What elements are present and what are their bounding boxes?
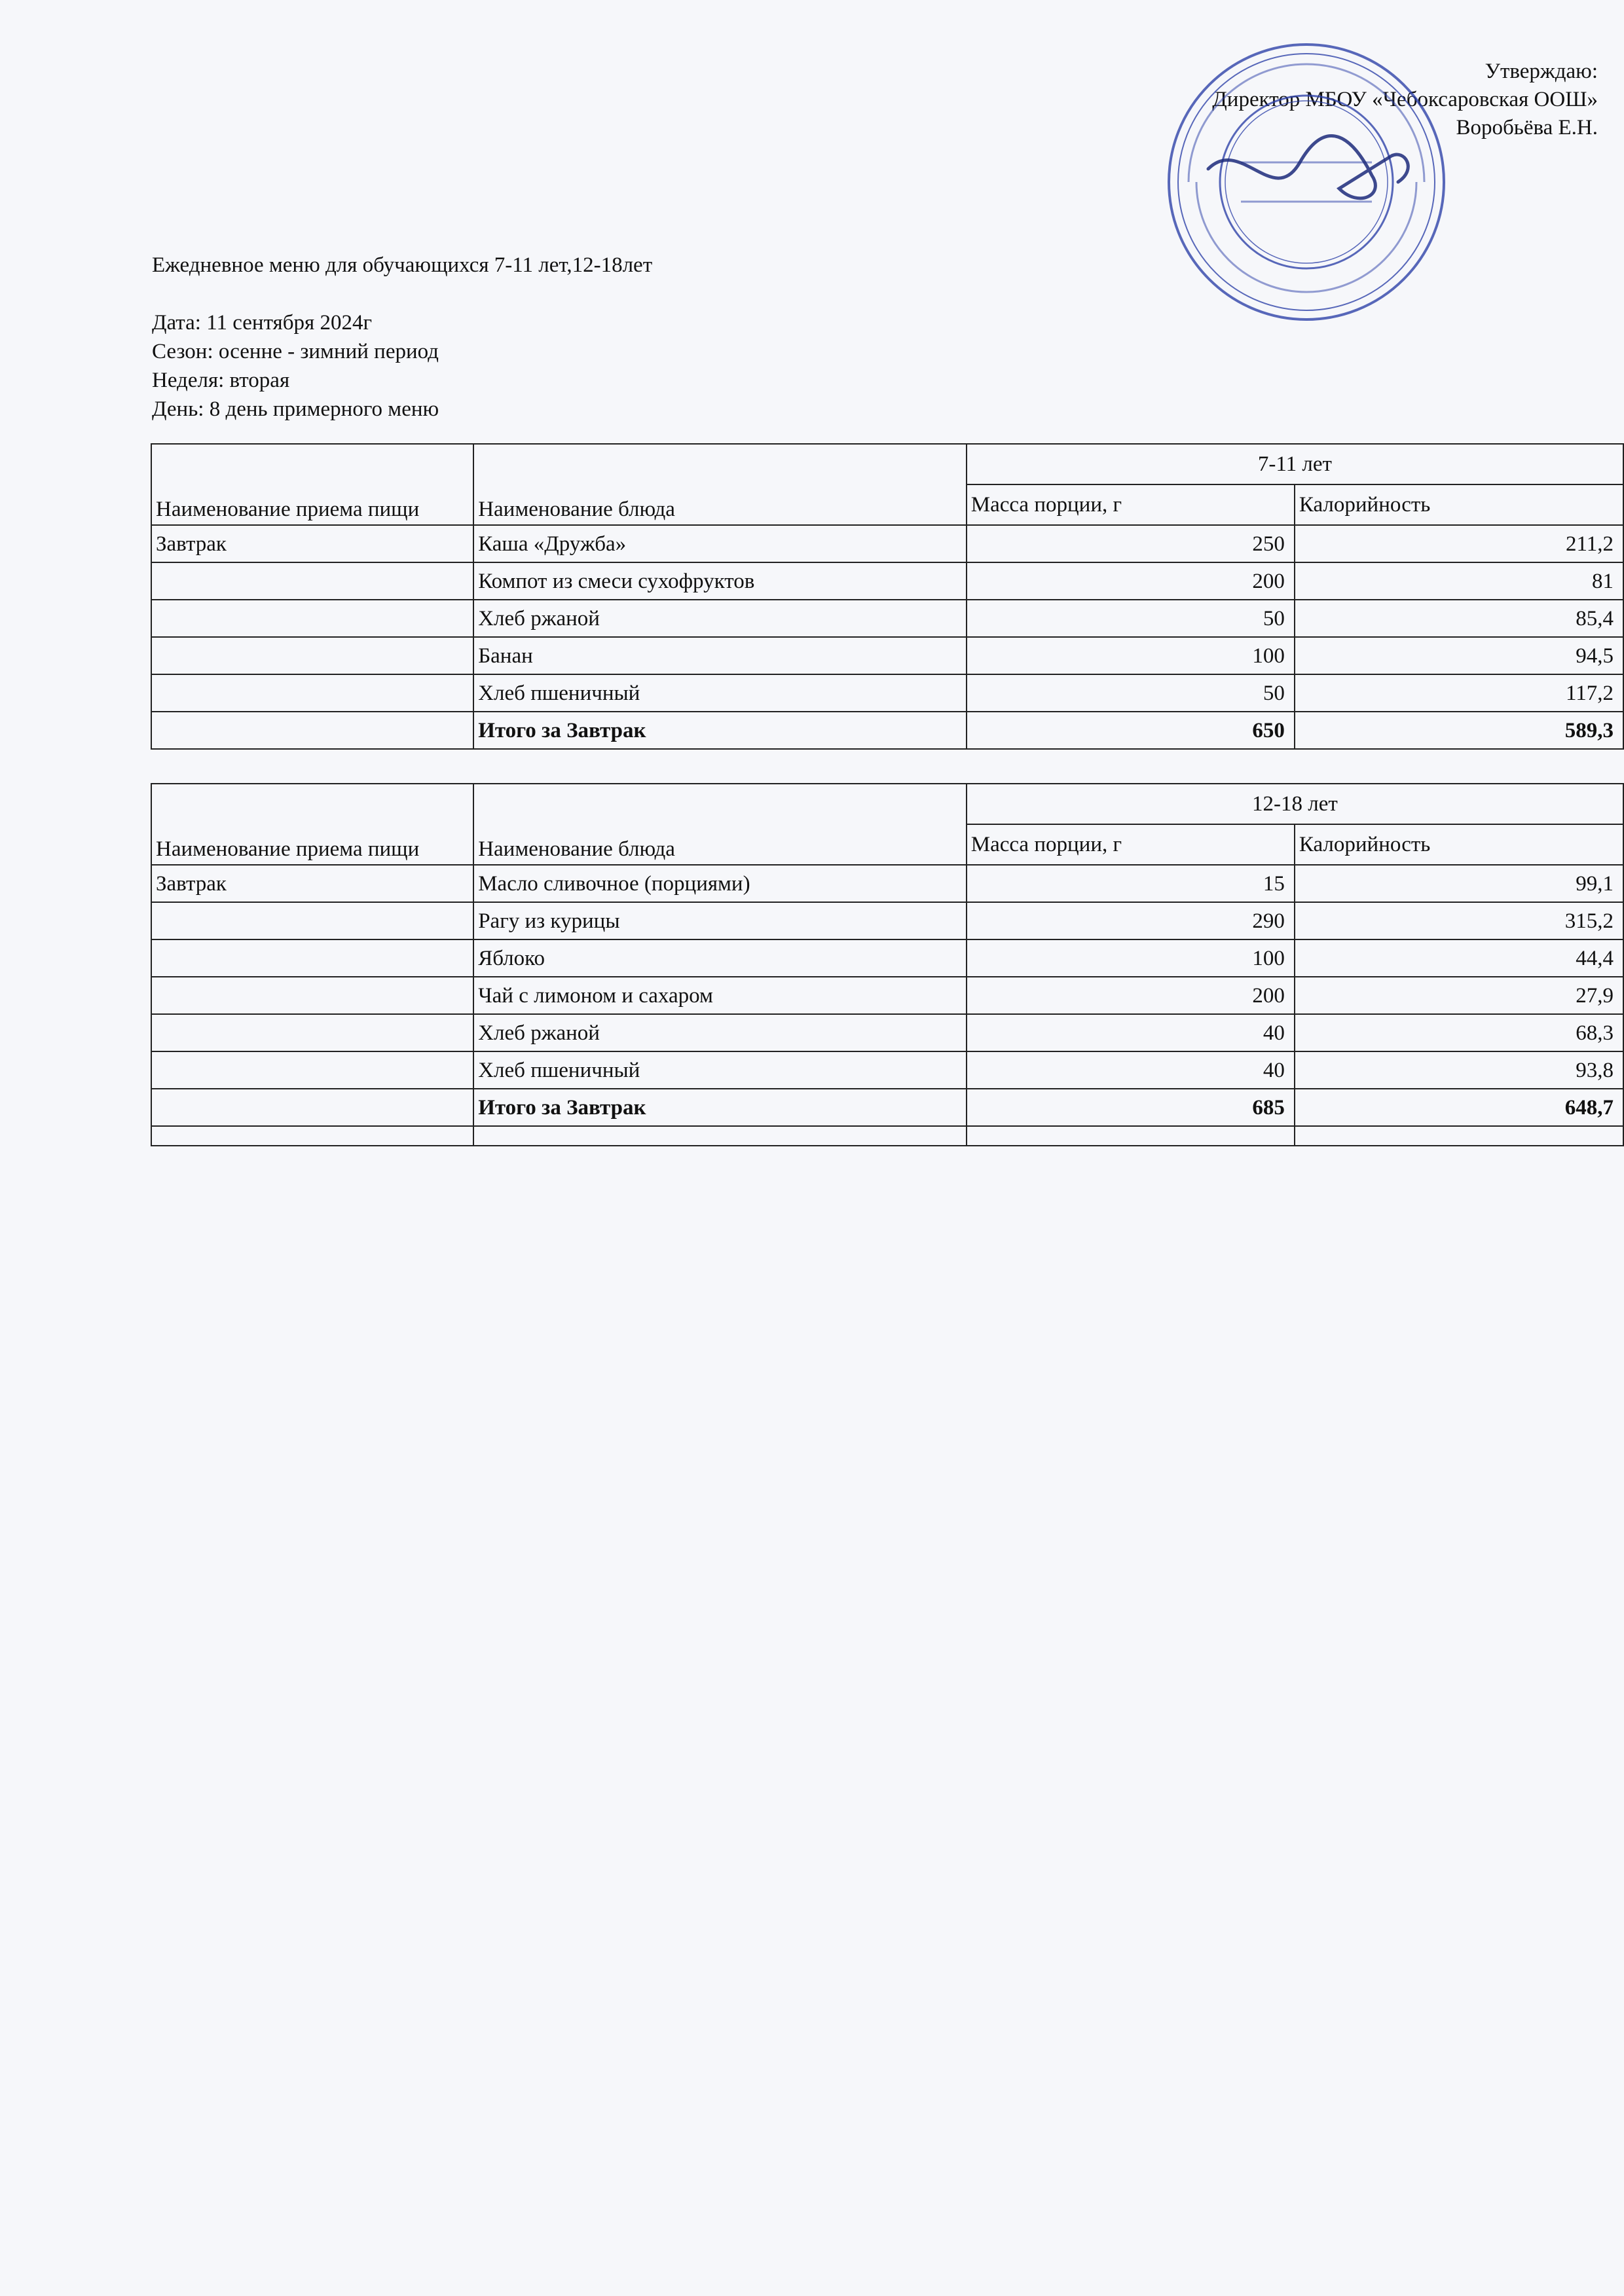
meal-cell [151, 1126, 473, 1146]
meal-cell [151, 902, 473, 939]
mass-cell: 50 [967, 600, 1295, 637]
table-row [151, 939, 1623, 977]
menu-date: Дата: 11 сентября 2024г [152, 311, 372, 335]
table-row [151, 1126, 1623, 1146]
calories-cell: 68,3 [1295, 1014, 1623, 1051]
dish-cell: Итого за Завтрак [473, 1089, 967, 1126]
meal-cell: Завтрак [151, 525, 473, 562]
calories-cell: 44,4 [1295, 939, 1623, 977]
meal-cell: Завтрак [151, 865, 473, 902]
table-row [151, 562, 1623, 600]
meal-cell [151, 562, 473, 600]
mass-column-header: Масса порции, г [967, 484, 1295, 525]
mass-cell [967, 1126, 1295, 1146]
table-row [151, 1014, 1623, 1051]
mass-cell: 685 [967, 1089, 1295, 1126]
dish-cell: Хлеб пшеничный [473, 674, 967, 712]
dish-cell [473, 1126, 967, 1146]
meal-cell [151, 600, 473, 637]
meal-cell [151, 977, 473, 1014]
calories-cell: 81 [1295, 562, 1623, 600]
calories-cell: 589,3 [1295, 712, 1623, 749]
calories-cell: 211,2 [1295, 525, 1623, 562]
meal-cell [151, 712, 473, 749]
menu-season: Сезон: осенне - зимний период [152, 340, 439, 363]
menu-day: День: 8 день примерного меню [152, 397, 439, 421]
mass-cell: 200 [967, 977, 1295, 1014]
calories-cell: 315,2 [1295, 902, 1623, 939]
table-row [151, 865, 1623, 902]
calories-cell: 93,8 [1295, 1051, 1623, 1089]
meal-column-header: Наименование приема пищи [151, 784, 473, 865]
mass-cell: 100 [967, 939, 1295, 977]
meal-cell [151, 1089, 473, 1126]
dish-cell: Яблоко [473, 939, 967, 977]
meal-cell [151, 637, 473, 674]
table-header-row [151, 784, 1623, 824]
signature-mark [1208, 136, 1408, 198]
approval-line-3: Воробьёва Е.Н. [1456, 116, 1598, 139]
approval-line-1: Утверждаю: [1485, 60, 1598, 83]
dish-cell: Чай с лимоном и сахаром [473, 977, 967, 1014]
menu-week: Неделя: вторая [152, 369, 290, 392]
school-stamp-seal [1162, 38, 1450, 326]
menu-table-7-11 [151, 443, 1624, 750]
dish-column-header: Наименование блюда [473, 444, 967, 525]
calories-cell: 99,1 [1295, 865, 1623, 902]
calories-column-header: Калорийность [1295, 484, 1623, 525]
table-row [151, 902, 1623, 939]
calories-cell [1295, 1126, 1623, 1146]
calories-cell: 648,7 [1295, 1089, 1623, 1126]
table-row [151, 637, 1623, 674]
age-group-header: 7-11 лет [967, 444, 1623, 484]
table-row [151, 977, 1623, 1014]
mass-cell: 200 [967, 562, 1295, 600]
dish-cell: Компот из смеси сухофруктов [473, 562, 967, 600]
mass-cell: 650 [967, 712, 1295, 749]
calories-cell: 85,4 [1295, 600, 1623, 637]
dish-cell: Рагу из курицы [473, 902, 967, 939]
document-title: Ежедневное меню для обучающихся 7-11 лет,12-18лет [152, 253, 653, 277]
dish-cell: Банан [473, 637, 967, 674]
table-row [151, 525, 1623, 562]
dish-cell: Хлеб пшеничный [473, 1051, 967, 1089]
meal-cell [151, 939, 473, 977]
mass-cell: 290 [967, 902, 1295, 939]
table-header-row [151, 444, 1623, 484]
dish-cell: Каша «Дружба» [473, 525, 967, 562]
calories-column-header: Калорийность [1295, 824, 1623, 865]
mass-cell: 50 [967, 674, 1295, 712]
mass-cell: 40 [967, 1014, 1295, 1051]
dish-cell: Масло сливочное (порциями) [473, 865, 967, 902]
dish-cell: Итого за Завтрак [473, 712, 967, 749]
calories-cell: 27,9 [1295, 977, 1623, 1014]
dish-column-header: Наименование блюда [473, 784, 967, 865]
menu-table-12-18 [151, 783, 1624, 1146]
calories-cell: 117,2 [1295, 674, 1623, 712]
total-row [151, 1089, 1623, 1126]
total-row [151, 712, 1623, 749]
document-header [152, 251, 652, 424]
mass-cell: 250 [967, 525, 1295, 562]
meal-cell [151, 1014, 473, 1051]
mass-cell: 15 [967, 865, 1295, 902]
dish-cell: Хлеб ржаной [473, 1014, 967, 1051]
meal-cell [151, 674, 473, 712]
age-group-header: 12-18 лет [967, 784, 1623, 824]
dish-cell: Хлеб ржаной [473, 600, 967, 637]
mass-cell: 100 [967, 637, 1295, 674]
mass-column-header: Масса порции, г [967, 824, 1295, 865]
table-row [151, 1051, 1623, 1089]
mass-cell: 40 [967, 1051, 1295, 1089]
table-row [151, 674, 1623, 712]
meal-cell [151, 1051, 473, 1089]
meal-column-header: Наименование приема пищи [151, 444, 473, 525]
calories-cell: 94,5 [1295, 637, 1623, 674]
table-row [151, 600, 1623, 637]
approval-line-2: Директор МБОУ «Чебоксаровская ООШ» [1212, 88, 1598, 111]
